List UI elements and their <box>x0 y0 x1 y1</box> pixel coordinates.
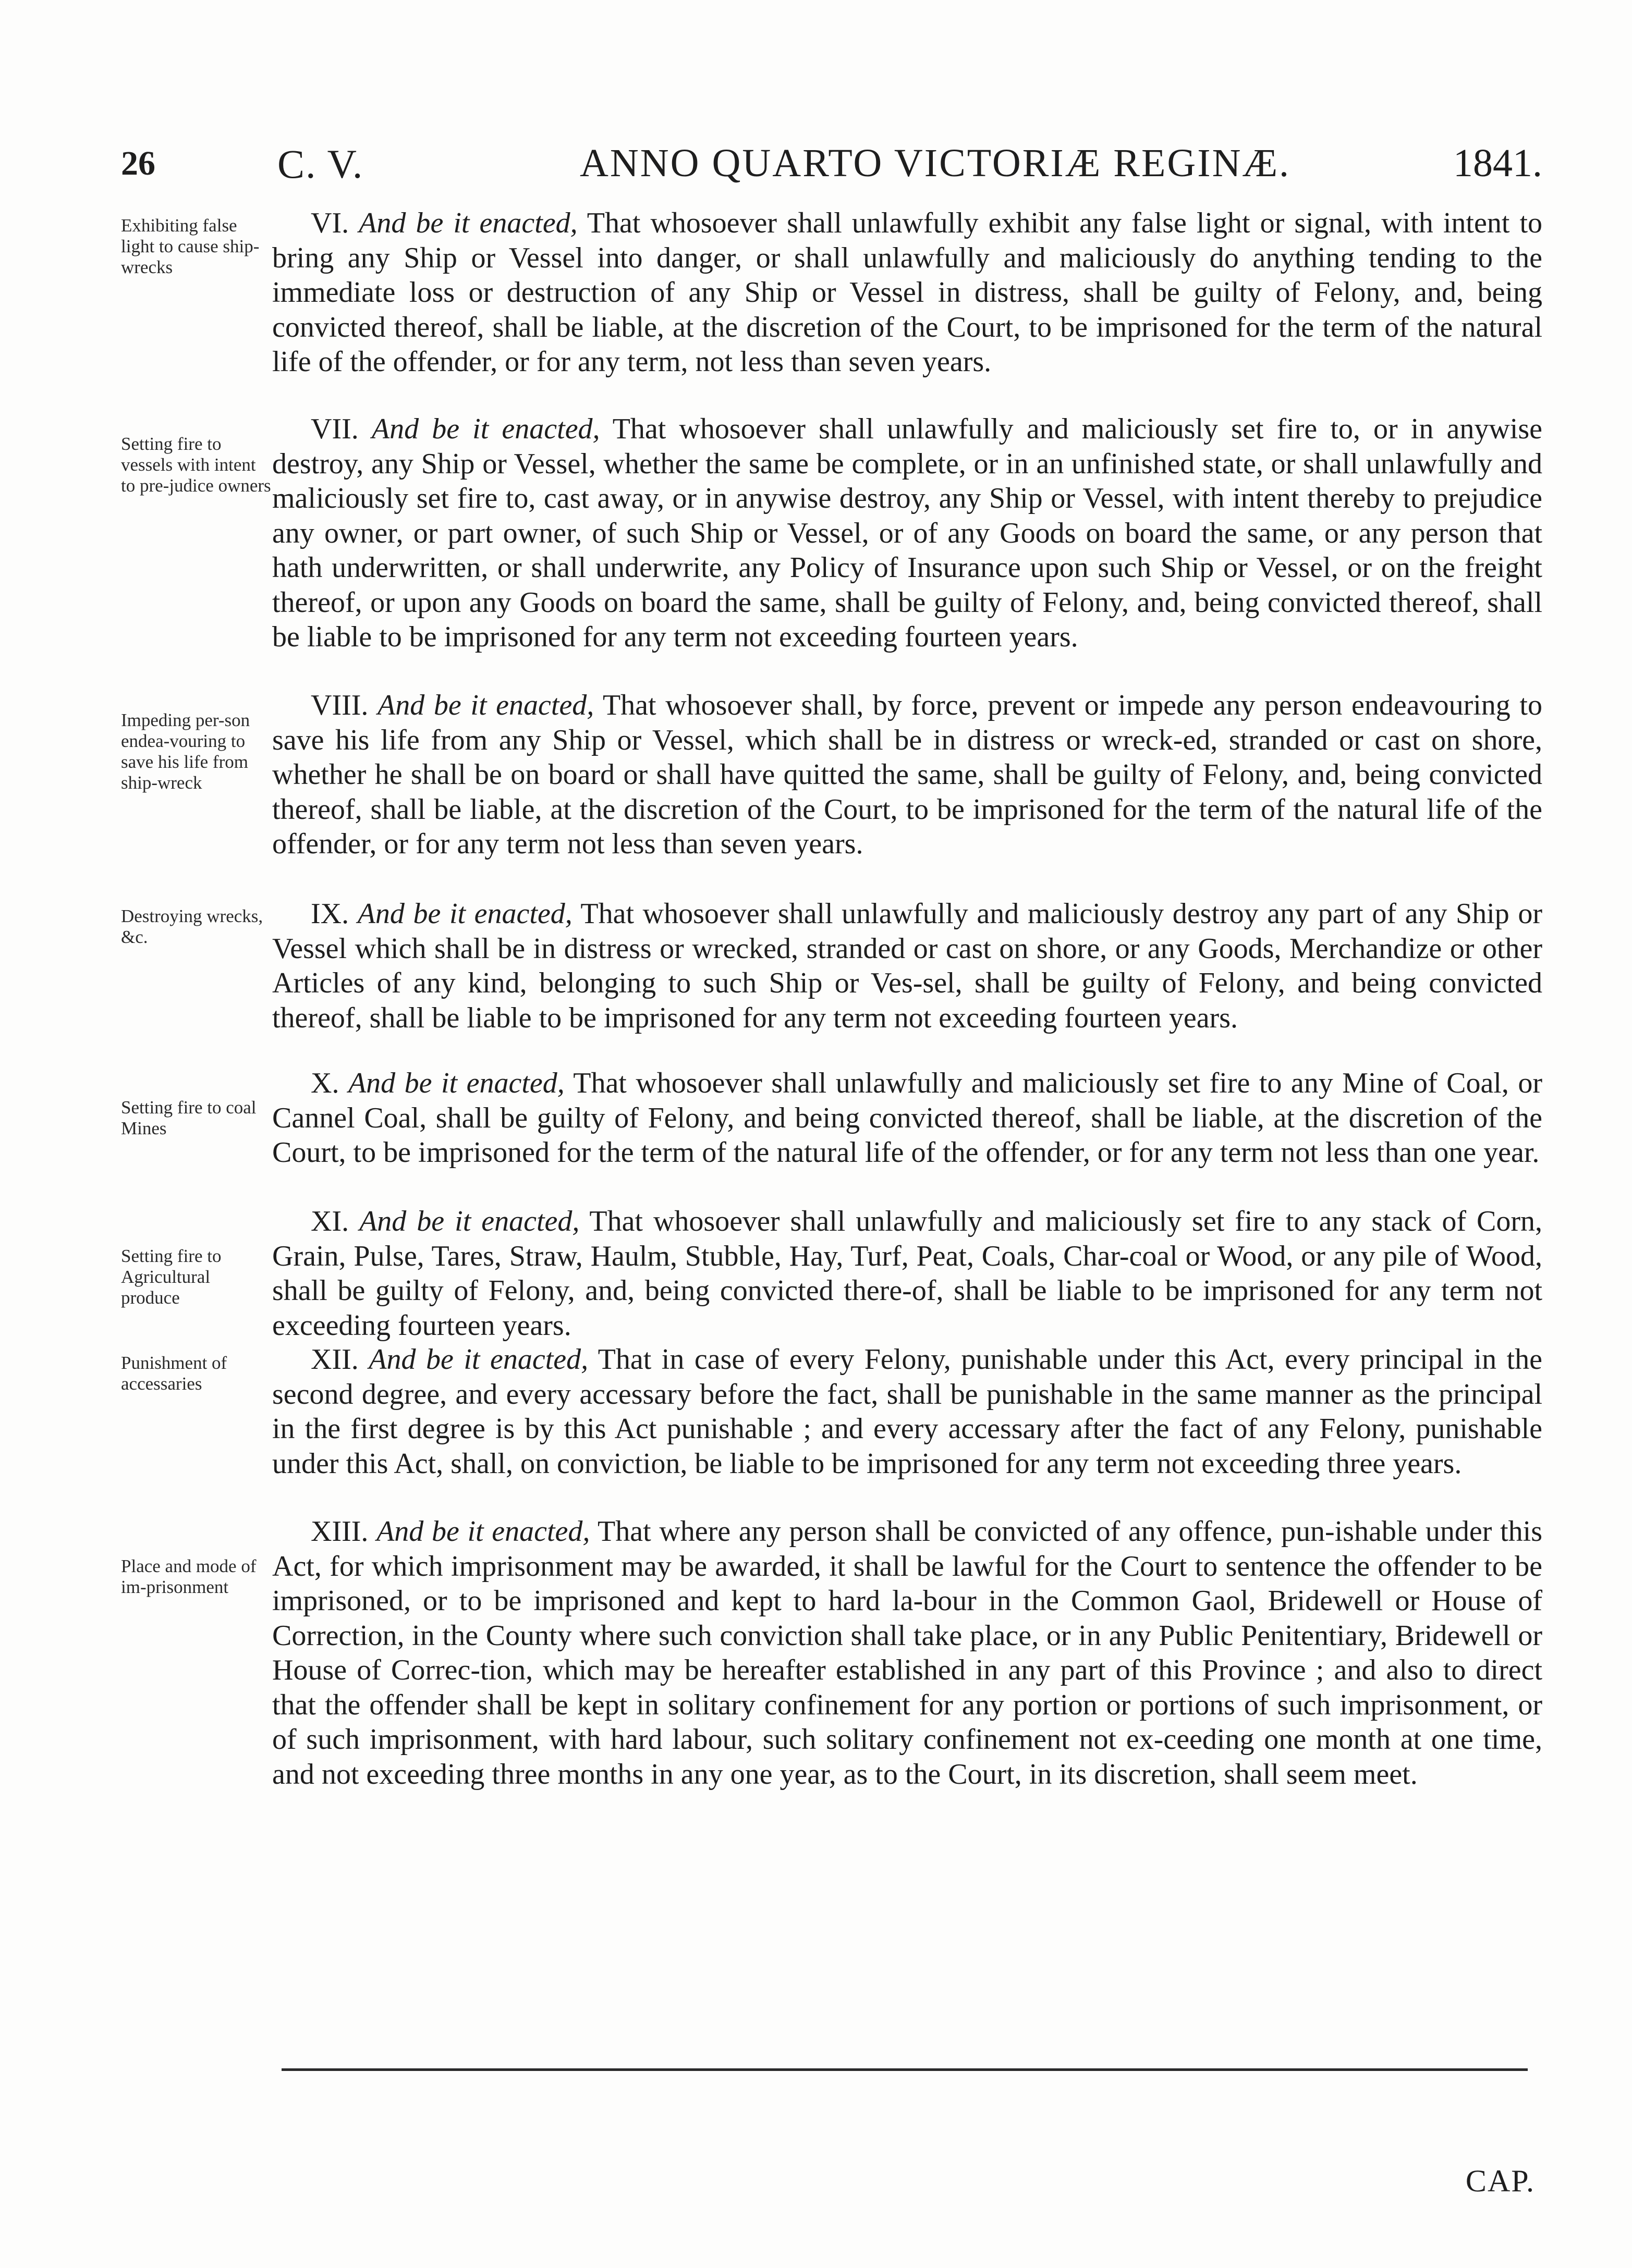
section-number: IX. <box>311 898 349 930</box>
page-number: 26 <box>121 144 155 182</box>
side-note: Destroying wrecks, &c. <box>121 906 263 947</box>
section-body: That whosoever shall unlawfully and maliciously set fire to any Mine of Coal, or Cannel Coal, shall be guilty of Felony, and being convicted thereof, shall be liable, at the discretion of the Court, to be imprisoned for the term of the natural life of the offender, or for any term not less than one year. <box>272 1067 1542 1169</box>
section-body: That whosoever shall unlawfully and maliciously set fire to, or in anywise destroy, any Ship or Vessel, whether the same be complete, or in an unfinished state, or shall unlawfully and maliciously set fire to, cast away, or in anywise destroy, any Ship or Vessel, with intent thereby to prejudice any owner, or part owner, of such Ship or Vessel, or of any Goods on board the same, or any person that hath underwritten, or shall underwrite, any Policy of Insurance upon such Ship or Vessel, or on the freight thereof, or upon any Goods on board the same, shall be guilty of Felony, and, being convicted thereof, shall be liable to be imprisoned for any term not exceeding fourteen years. <box>272 413 1542 653</box>
enacting-clause: And be it enacted, <box>357 898 573 930</box>
catchword: CAP. <box>1465 2164 1535 2198</box>
section-number: XIII. <box>311 1515 369 1548</box>
section-body: That where any person shall be convicted of any offence, pun-ishable under this Act, for which imprisonment may be awarded, it shall be lawful for the Court to sentence the offender to be imprisoned, or to be imprisoned and kept to hard la-bour in the Common Gaol, Bridewell or House of Correction, in the County where such conviction shall take place, or in any Public Penitentiary, Bridewell or House of Correc-tion, which may be hereafter established in any part of this Province ; and also to direct that the offender shall be kept in solitary confinement for any portion or portions of such imprisonment, or of such imprisonment, with hard labour, such solitary confinement not ex-ceeding one month at one time, and not exceeding three months in any one year, as to the Court, in its discretion, shall seem meet. <box>272 1515 1542 1791</box>
section-text <box>272 206 1542 379</box>
enacting-clause: And be it enacted, <box>359 1205 580 1237</box>
running-title: ANNO QUARTO VICTORIÆ REGINÆ. <box>580 141 1291 185</box>
side-note: Setting fire to Agricultural produce <box>121 1246 222 1308</box>
section-text <box>272 412 1542 655</box>
enacting-clause: And be it enacted, <box>371 413 600 445</box>
section-number: VI. <box>311 207 349 239</box>
page-header <box>121 141 1542 188</box>
side-note: Punishment of accessaries <box>121 1353 227 1394</box>
enacting-clause: And be it enacted, <box>359 207 578 239</box>
section-number: VII. <box>311 413 359 445</box>
section-body: That whosoever shall, by force, prevent or impede any person endeavouring to save his life from any Ship or Vessel, which shall be in distress or wreck-ed, stranded or cast on shore, whether he shall be on board or shall have quitted the same, shall be guilty of Felony, and, being convicted thereof, shall be liable, at the discretion of the Court, to be imprisoned for the term of the natural life of the offender, or for any term not less than seven years. <box>272 689 1542 860</box>
side-note: Exhibiting false light to cause ship-wrecks <box>121 215 260 277</box>
year: 1841. <box>1453 141 1542 185</box>
section-body: That whosoever shall unlawfully and maliciously destroy any part of any Ship or Vessel which shall be in distress or wrecked, stranded or cast on shore, or any Goods, Merchandize or other Articles of any kind, belonging to such Ship or Ves-sel, shall be guilty of Felony, and being convicted thereof, shall be liable to be imprisoned for any term not exceeding fourteen years. <box>272 898 1542 1034</box>
chapter-number: C. V. <box>277 141 364 187</box>
section-text <box>272 1066 1542 1170</box>
section-text <box>272 688 1542 862</box>
side-note: Place and mode of im-prisonment <box>121 1556 257 1597</box>
section-text <box>272 1342 1542 1481</box>
section-text <box>272 1204 1542 1343</box>
section-number: VIII. <box>311 689 369 721</box>
section-text <box>272 897 1542 1035</box>
section-body: That whosoever shall unlawfully and maliciously set fire to any stack of Corn, Grain, Pulse, Tares, Straw, Haulm, Stubble, Hay, Turf, Peat, Coals, Char-coal or Wood, or any pile of Wood, shall be guilty of Felony, and, being convicted there-of, shall be liable to be imprisoned for any term not exceeding fourteen years. <box>272 1205 1543 1342</box>
enacting-clause: And be it enacted, <box>348 1067 565 1099</box>
section-number: X. <box>311 1067 339 1099</box>
section-number: XI. <box>311 1205 349 1237</box>
section-body: That whosoever shall unlawfully exhibit any false light or signal, with intent to bring any Ship or Vessel into danger, or shall unlawfully and maliciously do anything tending to the immediate loss or destruction of any Ship or Vessel in distress, shall be guilty of Felony, and, being convicted thereof, shall be liable, at the discretion of the Court, to be imprisoned for the term of the natural life of the offender, or for any term, not less than seven years. <box>272 207 1543 378</box>
side-note: Setting fire to vessels with intent to pre-judice owners <box>121 434 271 496</box>
section-number: XII. <box>311 1343 359 1376</box>
side-note: Impeding per-son endea-vouring to save his life from ship-wreck <box>121 710 250 793</box>
horizontal-rule <box>282 2068 1528 2071</box>
enacting-clause: And be it enacted, <box>377 689 594 721</box>
section-body: That in case of every Felony, punishable under this Act, every principal in the second degree, and every accessary before the fact, shall be punishable in the same manner as the principal in the first degree is by this Act punishable ; and every accessary after the fact of any Felony, punishable under this Act, shall, on conviction, be liable to be imprisoned for any term not exceeding three years. <box>272 1343 1543 1480</box>
section-text <box>272 1514 1542 1792</box>
enacting-clause: And be it enacted, <box>369 1343 589 1376</box>
side-note: Setting fire to coal Mines <box>121 1097 257 1138</box>
enacting-clause: And be it enacted, <box>376 1515 590 1548</box>
